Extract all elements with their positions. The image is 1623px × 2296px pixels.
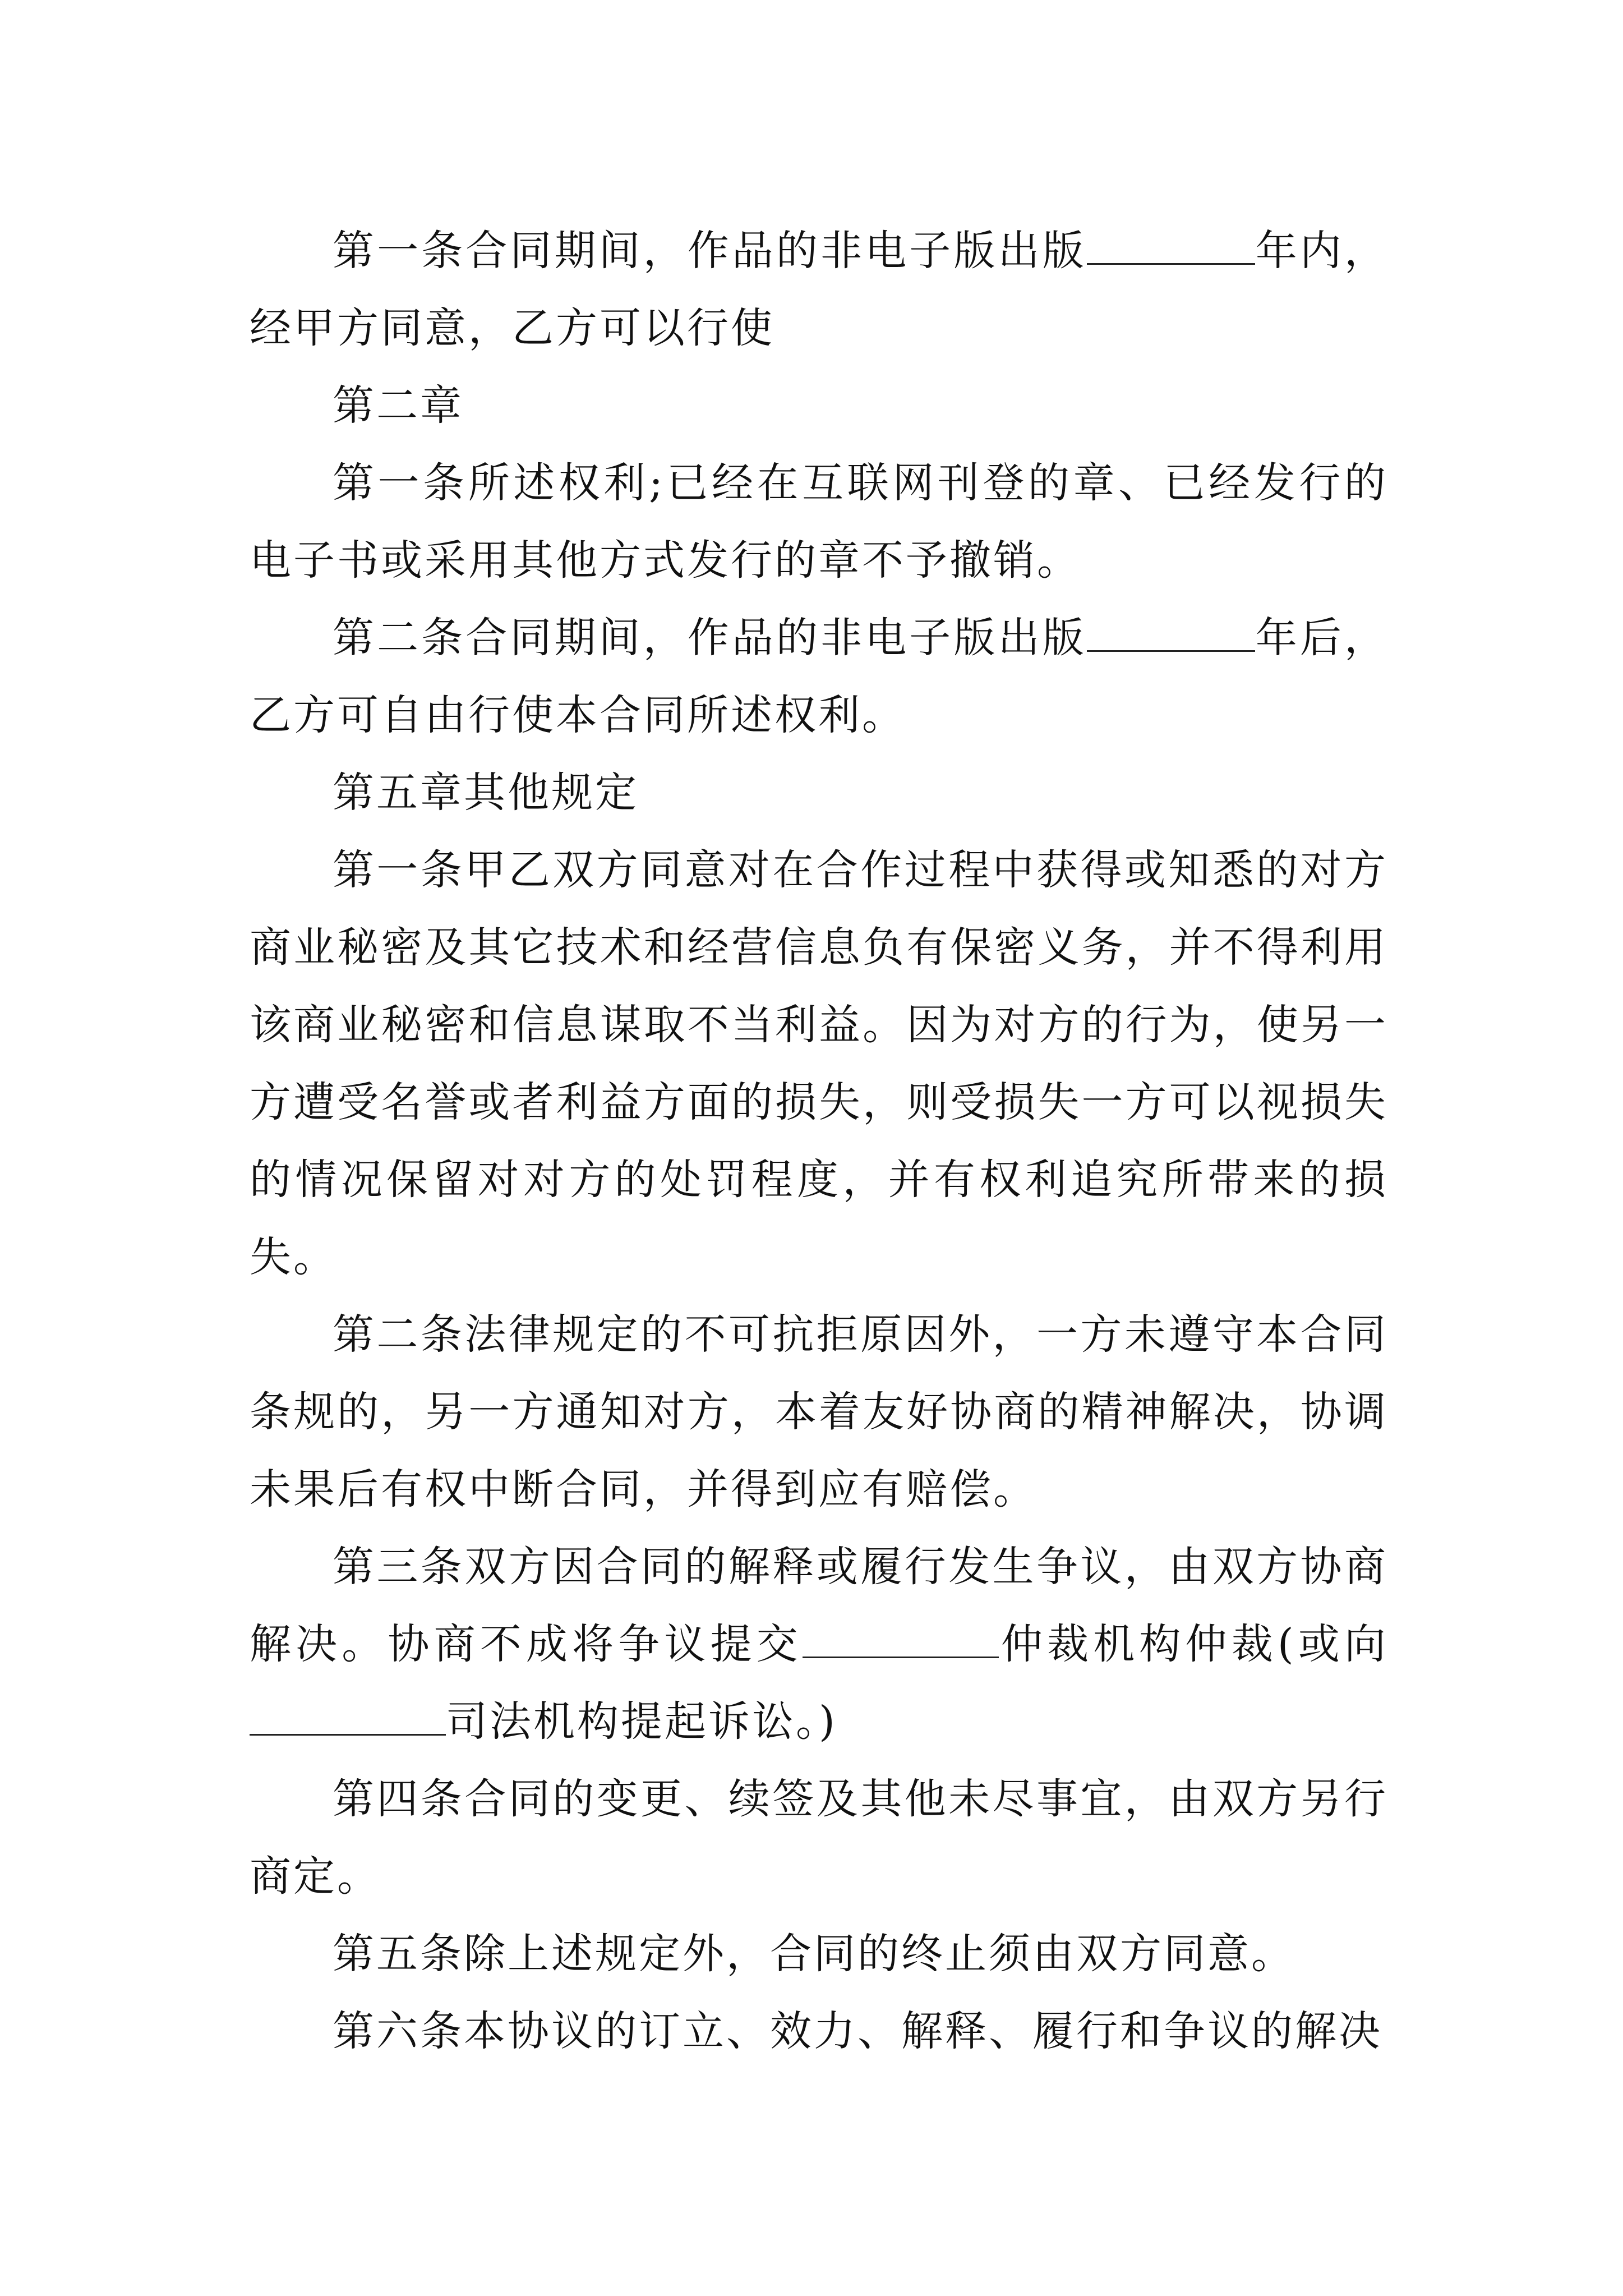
paragraph-breach: 第二条法律规定的不可抗拒原因外，一方未遵守本合同条规的，另一方通知对方，本着友好协商的精神解决，协调未果后有权中断合同，并得到应有赔偿。 [250, 1310, 1388, 1513]
paragraph-text: 仲裁机构仲裁(或向 [998, 1620, 1389, 1668]
paragraph-governing: 第六条本协议的订立、效力、解释、履行和争议的解决 [333, 2007, 1382, 2055]
paragraph-text: 第一条合同期间，作品的非电子版出版 [333, 227, 1087, 275]
blank-court-field [250, 1699, 446, 1736]
document-body [250, 212, 1388, 2070]
paragraph-text: 第三条双方因合同的解释或履行发生争议，由双方协商解决。协商不成将争议提交 [250, 1543, 1388, 1668]
paragraph-text: 司法机构提起诉讼。) [446, 1697, 837, 1746]
paragraph-confidentiality: 第一条甲乙双方同意对在合作过程中获得或知悉的对方商业秘密及其它技术和经营信息负有保密义务，并不得利用该商业秘密和信息谋取不当利益。因为对方的行为，使另一方遭受名誉或者利益方面的损失，则受损失一方可以视损失的情况保留对对方的处罚程度，并有权利追究所带来的损失。 [250, 846, 1388, 1281]
paragraph-dispute [250, 1528, 1388, 1760]
paragraph-article1-term [250, 212, 1388, 367]
paragraph-text: 年后，乙方可自由行使本合同所述权利。 [250, 614, 1389, 739]
paragraph-article2-term [250, 599, 1388, 754]
paragraph-article1-rights: 第一条所述权利;已经在互联网刊登的章、已经发行的电子书或采用其他方式发行的章不予撤销。 [250, 459, 1388, 585]
blank-years-field [1087, 228, 1255, 265]
paragraph-text: 第二条合同期间，作品的非电子版出版 [333, 614, 1087, 662]
paragraph-text: 年内，经甲方同意，乙方可以行使 [250, 227, 1389, 352]
chapter-heading-2: 第二章 [333, 381, 464, 430]
blank-years-field [1087, 615, 1255, 652]
chapter-heading-5: 第五章其他规定 [333, 769, 639, 817]
blank-arbitration-field [803, 1622, 999, 1658]
paragraph-termination: 第五条除上述规定外，合同的终止须由双方同意。 [333, 1930, 1295, 1978]
paragraph-amendment: 第四条合同的变更、续签及其他未尽事宜，由双方另行商定。 [250, 1775, 1388, 1901]
